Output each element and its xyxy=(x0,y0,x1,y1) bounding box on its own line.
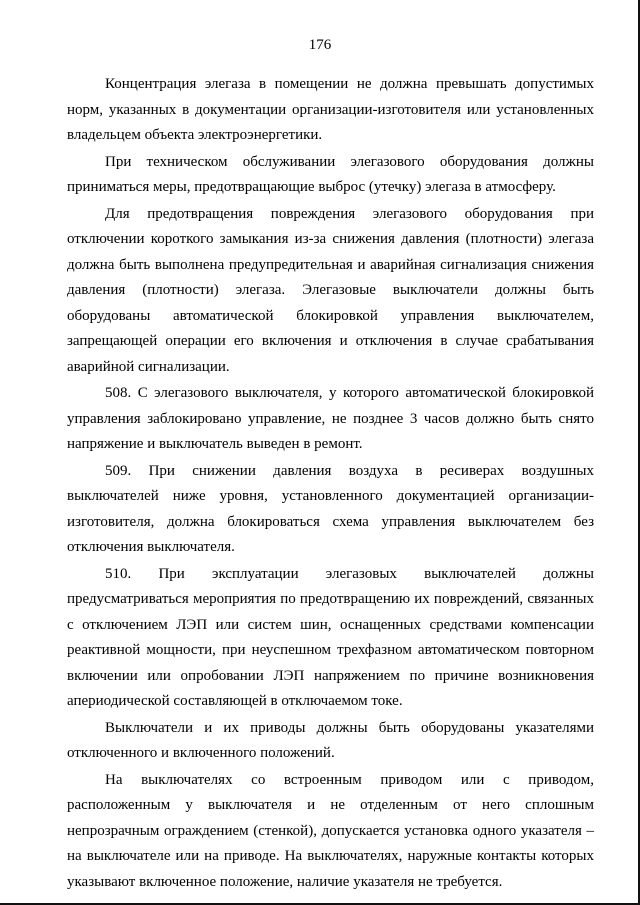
paragraph-508: 508. С элегазового выключателя, у которого автоматической блокировкой управления заблокировано управление, не позднее 3 часов должно быть снято напряжение и выключатель выведен в ремонт. xyxy=(67,385,594,452)
paragraph-510: 510. При эксплуатации элегазовых выключателей должны предусматриваться мероприятия по предотвращению их повреждений, связанных с отключением ЛЭП или систем шин, оснащенных средствами компенсации реактивной мощности, при неуспешном трехфазном автоматическом повторном включении или опробовании ЛЭП напряжением по причине возникновения апериодической составляющей в отключаемом токе. xyxy=(67,565,594,709)
document-body xyxy=(67,72,594,896)
paragraph-sf6-concentration: Концентрация элегаза в помещении не должна превышать допустимых норм, указанных в документации организации-изготовителя или установленных владельцем объекта электроэнергетики. xyxy=(67,76,594,143)
paragraph-sf6-pressure-alarm: Для предотвращения повреждения элегазового оборудования при отключении короткого замыкания из-за снижения давления (плотности) элегаза должна быть выполнена предупредительная и аварийная сигнализация снижения давления (плотности) элегаза. Элегазовые выключатели должны быть оборудованы автоматической блокировкой управления выключателем, запрещающей операции его включения и отключения в случае срабатывания аварийной сигнализации. xyxy=(67,205,594,375)
paragraph-position-indicators: Выключатели и их приводы должны быть оборудованы указателями отключенного и включенного положений. xyxy=(67,719,594,761)
paragraph-sf6-leak-prevention: При техническом обслуживании элегазового оборудования должны приниматься меры, предотвращающие выброс (утечку) элегаза в атмосферу. xyxy=(67,153,594,195)
paragraph-single-indicator: На выключателях со встроенным приводом или с приводом, расположенным у выключателя и не отделенным от него сплошным непрозрачным ограждением (стенкой), допускается установка одного указателя – на выключателе или на приводе. На выключателях, наружные контакты которых указывают включенное положение, наличие указателя не требуется. xyxy=(67,771,594,890)
page-number: 176 xyxy=(308,37,332,53)
paragraph-509: 509. При снижении давления воздуха в ресиверах воздушных выключателей ниже уровня, установленного документацией организации-изготовителя, должна блокироваться схема управления выключателем без отключения выключателя. xyxy=(67,462,594,555)
